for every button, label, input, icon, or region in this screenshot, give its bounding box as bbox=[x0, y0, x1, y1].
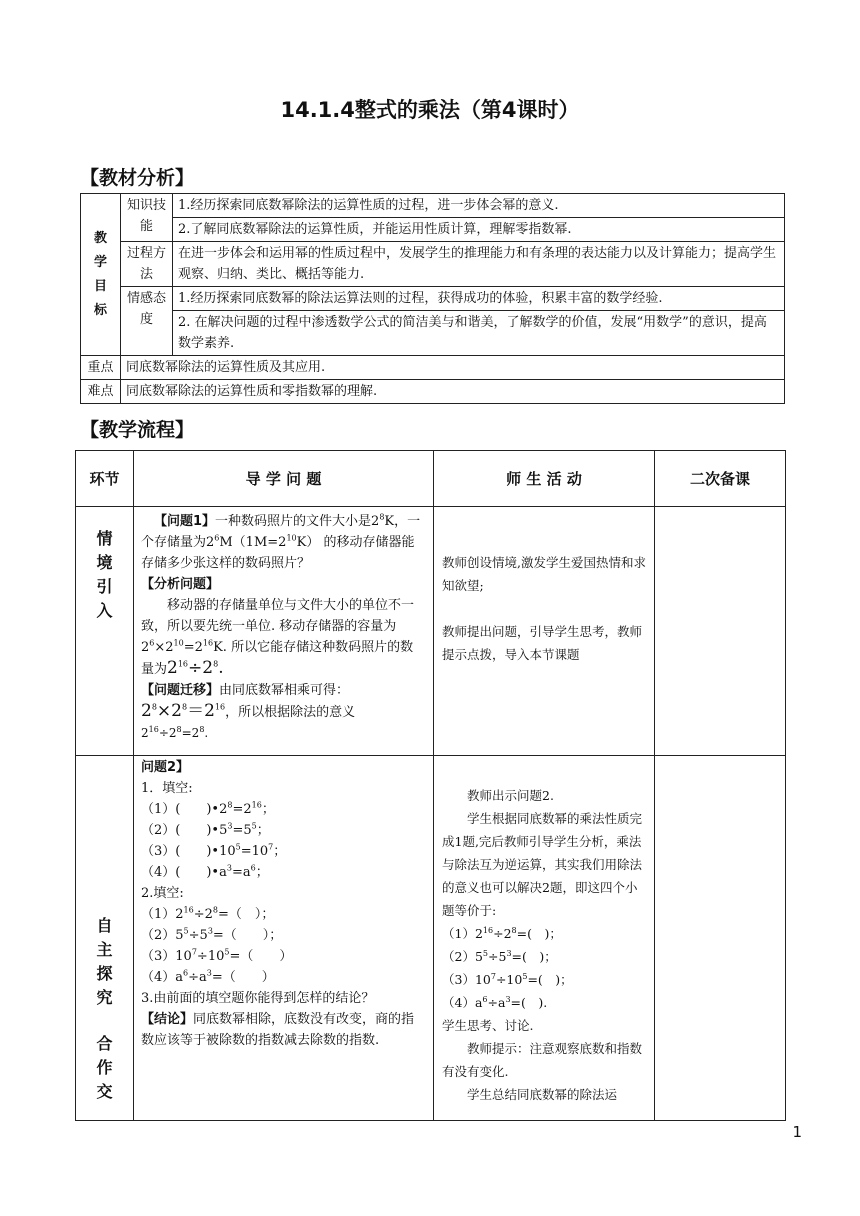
explore-eq-part: 7 bbox=[490, 971, 496, 981]
transfer-formula bbox=[141, 701, 225, 721]
fill1-part: 3 bbox=[227, 821, 233, 831]
fill1-item bbox=[141, 862, 426, 883]
fill2-item bbox=[141, 925, 426, 946]
tf-3: ＝2 bbox=[187, 701, 215, 721]
tf-1: 2 bbox=[141, 701, 152, 721]
emotion-item-1: 1.经历探索同底数幂的除法运算法则的过程，获得成功的体验，积累丰富的数学经验. bbox=[173, 287, 785, 311]
fill1-part: 7 bbox=[268, 842, 274, 852]
transfer-text-a: 由同底数幂相乘可得： bbox=[219, 683, 350, 698]
last-1: 2 bbox=[141, 726, 149, 740]
knowledge-label: 知识技能 bbox=[121, 194, 173, 242]
section-heading-analysis: 【教材分析】 bbox=[80, 167, 195, 189]
header-notes: 二次备课 bbox=[655, 451, 786, 507]
explore-eq-part: =( )； bbox=[516, 926, 562, 941]
header-questions: 导 学 问 题 bbox=[134, 451, 434, 507]
fill2-item bbox=[141, 946, 426, 967]
fill2-part: ÷2 bbox=[193, 907, 213, 922]
fill1-part: （4）( )•a bbox=[141, 865, 227, 880]
fill1-part: ； bbox=[273, 844, 287, 859]
analysis-exp-3: 16 bbox=[202, 638, 214, 648]
fill1-part: （1）( )•2 bbox=[141, 802, 228, 817]
last-3e: 8 bbox=[199, 725, 205, 734]
explore-eq-item bbox=[442, 991, 646, 1014]
explore-eq-part: 8 bbox=[511, 925, 517, 935]
q2-tag: 问题2】 bbox=[141, 760, 190, 775]
formula-exp-2: 8 bbox=[213, 659, 219, 669]
fill1-list bbox=[141, 799, 426, 883]
q1-exp-b: 6 bbox=[214, 533, 220, 543]
q1-exp-a: 8 bbox=[379, 512, 385, 522]
fill2-part: 5 bbox=[183, 926, 189, 936]
explore-eq-item bbox=[442, 968, 646, 991]
fill1-part: 6 bbox=[250, 863, 256, 873]
fill1-item bbox=[141, 820, 426, 841]
intro-activity-2: 教师提出问题，引导学生思考，教师提示点拨，导入本节课题 bbox=[442, 624, 643, 662]
fill2-list bbox=[141, 904, 426, 988]
explore-eq-part: =( )； bbox=[511, 949, 557, 964]
last-3: =2 bbox=[181, 726, 200, 740]
knowledge-item-2: 2.了解同底数幂除法的运算性质，并能运用性质计算，理解零指数幂. bbox=[173, 218, 785, 242]
conclusion-tag: 【结论】 bbox=[141, 1012, 194, 1027]
formula-mid: ÷2 bbox=[188, 658, 214, 678]
fill1-part: =10 bbox=[240, 844, 269, 859]
explore-questions bbox=[134, 756, 434, 1121]
q1-tag: 【问题1】 bbox=[154, 514, 216, 529]
explore-activity-4: 教师提示：注意观察底数和指数有没有变化. bbox=[442, 1041, 643, 1079]
emotion-label: 情感态度 bbox=[121, 287, 173, 356]
fill2-part: =（ ） bbox=[229, 949, 293, 964]
formula-end: . bbox=[218, 658, 224, 678]
explore-eq-part: （4）a bbox=[442, 995, 483, 1010]
fill2-part: 3 bbox=[206, 968, 212, 978]
explore-eq-part: ÷a bbox=[487, 995, 506, 1010]
flow-table bbox=[75, 450, 786, 1121]
section-heading-flow: 【教学流程】 bbox=[80, 419, 195, 441]
explore-eq-part: 6 bbox=[482, 994, 488, 1004]
analysis-formula bbox=[167, 658, 224, 678]
formula-base: 2 bbox=[167, 658, 178, 678]
tf-2e: 8 bbox=[181, 702, 188, 712]
q1-text-a: 一种数码照片的文件大小是2 bbox=[215, 514, 380, 529]
analysis-text-a: 移动器的存储量单位与文件大小的单位不一致，所以要先统一单位. 移动存储器的容量为2 bbox=[141, 598, 415, 655]
fill1-part: 8 bbox=[227, 800, 233, 810]
header-activities: 师 生 活 动 bbox=[434, 451, 655, 507]
last-1e: 16 bbox=[148, 725, 159, 734]
fill2-part: 8 bbox=[212, 905, 218, 915]
page-number: 1 bbox=[792, 1123, 802, 1141]
goal-label-cell bbox=[81, 194, 121, 356]
key-label: 重点 bbox=[81, 356, 121, 380]
fill2-title: 2.填空: bbox=[141, 886, 184, 901]
intro-notes bbox=[655, 507, 786, 756]
goal-label: 教学目标 bbox=[94, 230, 108, 318]
stage-explore-label: 自主探究 bbox=[96, 916, 113, 1007]
explore-activity-2: 学生根据同底数幂的乘法性质完成1题,完后教师引导学生分析，乘法与除法互为逆运算，其实我们用除法的意义也可以解决2题，即这四个小题等价于: bbox=[442, 811, 643, 918]
fill2-part: （3）10 bbox=[141, 949, 192, 964]
fill1-part: （2）( )•5 bbox=[141, 823, 228, 838]
intro-activity-1: 教师创设情境,激发学生爱国热情和求知欲望; bbox=[442, 555, 646, 593]
analysis-tag: 【分析问题】 bbox=[141, 577, 220, 592]
fill2-part: 7 bbox=[191, 947, 197, 957]
explore-eq-item bbox=[442, 945, 646, 968]
conclusion-text: 同底数幂相除，底数没有改变，商的指数应该等于被除数的指数减去除数的指数. bbox=[141, 1012, 415, 1048]
knowledge-item-1: 1.经历探索同底数幂除法的运算性质的过程，进一步体会幂的意义. bbox=[173, 194, 785, 218]
explore-eq-part: 16 bbox=[482, 925, 494, 935]
stage-explore bbox=[76, 756, 134, 1121]
explore-eq-item bbox=[442, 922, 646, 945]
explore-eq-part: =( )； bbox=[527, 972, 573, 987]
fill2-part: ÷a bbox=[188, 970, 207, 985]
fill1-part: ； bbox=[256, 823, 270, 838]
fill1-part: ； bbox=[261, 802, 275, 817]
tf-3e: 16 bbox=[214, 702, 226, 712]
explore-eq-part: 3 bbox=[506, 948, 512, 958]
difficulty-label: 难点 bbox=[81, 380, 121, 404]
q3-text: 3.由前面的填空题你能得到怎样的结论？ bbox=[141, 991, 375, 1006]
transfer-text-b: ，所以根据除法的意义 bbox=[225, 705, 356, 720]
tf-1e: 8 bbox=[151, 702, 157, 712]
formula-exp-1: 16 bbox=[177, 659, 189, 669]
fill1-part: =2 bbox=[232, 802, 252, 817]
stage-intro bbox=[76, 507, 134, 756]
stage-cooperate-label: 合作交 bbox=[96, 1034, 113, 1101]
fill1-part: =a bbox=[231, 865, 251, 880]
fill2-part: ÷5 bbox=[188, 928, 208, 943]
analysis-exp-2: 10 bbox=[173, 638, 184, 648]
analysis-text-b: ×2 bbox=[154, 640, 174, 655]
explore-eq-part: （3）10 bbox=[442, 972, 491, 987]
stage-intro-label: 情境引入 bbox=[96, 529, 113, 620]
explore-eq-list bbox=[442, 922, 646, 1014]
q1-text-c: M（1M=2 bbox=[219, 535, 287, 550]
explore-eq-part: 5 bbox=[482, 948, 488, 958]
explore-eq-part: 3 bbox=[505, 994, 511, 1004]
fill2-part: 16 bbox=[183, 905, 194, 915]
fill2-part: ÷10 bbox=[196, 949, 225, 964]
explore-eq-part: ÷10 bbox=[495, 972, 523, 987]
explore-activity-5: 学生总结同底数幂的除法运 bbox=[467, 1087, 618, 1102]
analysis-table bbox=[80, 193, 785, 404]
fill1-item bbox=[141, 841, 426, 862]
explore-activity-1: 教师出示问题2. bbox=[467, 788, 554, 803]
fill2-part: 3 bbox=[207, 926, 213, 936]
analysis-text-d: K. 所以它能存储这种数码照片的数量为 bbox=[141, 640, 414, 677]
explore-eq-part: （2）5 bbox=[442, 949, 483, 964]
tf-2: ×2 bbox=[156, 701, 182, 721]
intro-activities bbox=[434, 507, 655, 756]
fill1-part: 16 bbox=[251, 800, 262, 810]
fill1-part: 5 bbox=[251, 821, 257, 831]
process-text: 在进一步体会和运用幂的性质过程中，发展学生的推理能力和有条理的表达能力以及计算能力；提高学生观察、归纳、类比、概括等能力. bbox=[173, 242, 785, 287]
fill1-part: 3 bbox=[226, 863, 232, 873]
key-text: 同底数幂除法的运算性质及其应用. bbox=[121, 356, 785, 380]
fill2-part: =（ ）； bbox=[218, 907, 275, 922]
fill2-item bbox=[141, 967, 426, 988]
fill2-part: =（ ）； bbox=[212, 928, 283, 943]
fill1-part: （3）( )•10 bbox=[141, 844, 236, 859]
q1-exp-c: 10 bbox=[286, 533, 297, 543]
fill2-part: 6 bbox=[183, 968, 189, 978]
explore-activities bbox=[434, 756, 655, 1121]
explore-eq-part: =( ). bbox=[510, 995, 548, 1010]
fill1-part: ； bbox=[255, 865, 269, 880]
process-label: 过程方法 bbox=[121, 242, 173, 287]
difficulty-text: 同底数幂除法的运算性质和零指数幂的理解. bbox=[121, 380, 785, 404]
header-stage: 环节 bbox=[76, 451, 134, 507]
fill2-item bbox=[141, 904, 426, 925]
explore-activity-3: 学生思考、讨论. bbox=[442, 1018, 534, 1033]
fill2-part: （1）2 bbox=[141, 907, 184, 922]
explore-eq-part: ÷2 bbox=[493, 926, 512, 941]
analysis-text-c: =2 bbox=[183, 640, 203, 655]
fill1-title: 1．填空: bbox=[141, 781, 193, 796]
explore-eq-part: （1）2 bbox=[442, 926, 483, 941]
explore-eq-part: ÷5 bbox=[488, 949, 507, 964]
intro-questions bbox=[134, 507, 434, 756]
q1-text-b: K，一个存储量为2 bbox=[141, 514, 421, 550]
last-2: ÷2 bbox=[158, 726, 177, 740]
q1-text-d: K） 的移动存储器能存储多少张这样的数码照片？ bbox=[141, 535, 415, 571]
explore-eq-part: 5 bbox=[522, 971, 528, 981]
fill1-item bbox=[141, 799, 426, 820]
fill2-part: （4）a bbox=[141, 970, 184, 985]
explore-notes bbox=[655, 756, 786, 1121]
page-title: 14.1.4整式的乘法（第4课时） bbox=[280, 98, 580, 122]
fill2-part: =（ ） bbox=[211, 970, 275, 985]
emotion-item-2: 2. 在解决问题的过程中渗透数学公式的简洁美与和谐美，了解数学的价值，发展“用数学”的意识，提高数学素养. bbox=[173, 311, 785, 356]
fill2-part: （2）5 bbox=[141, 928, 184, 943]
last-4: . bbox=[204, 726, 209, 740]
analysis-exp-1: 6 bbox=[149, 638, 155, 648]
fill1-part: 5 bbox=[235, 842, 241, 852]
transfer-tag: 【问题迁移】 bbox=[141, 683, 220, 698]
last-2e: 8 bbox=[176, 725, 182, 734]
fill2-part: 5 bbox=[224, 947, 230, 957]
fill1-part: =5 bbox=[232, 823, 252, 838]
